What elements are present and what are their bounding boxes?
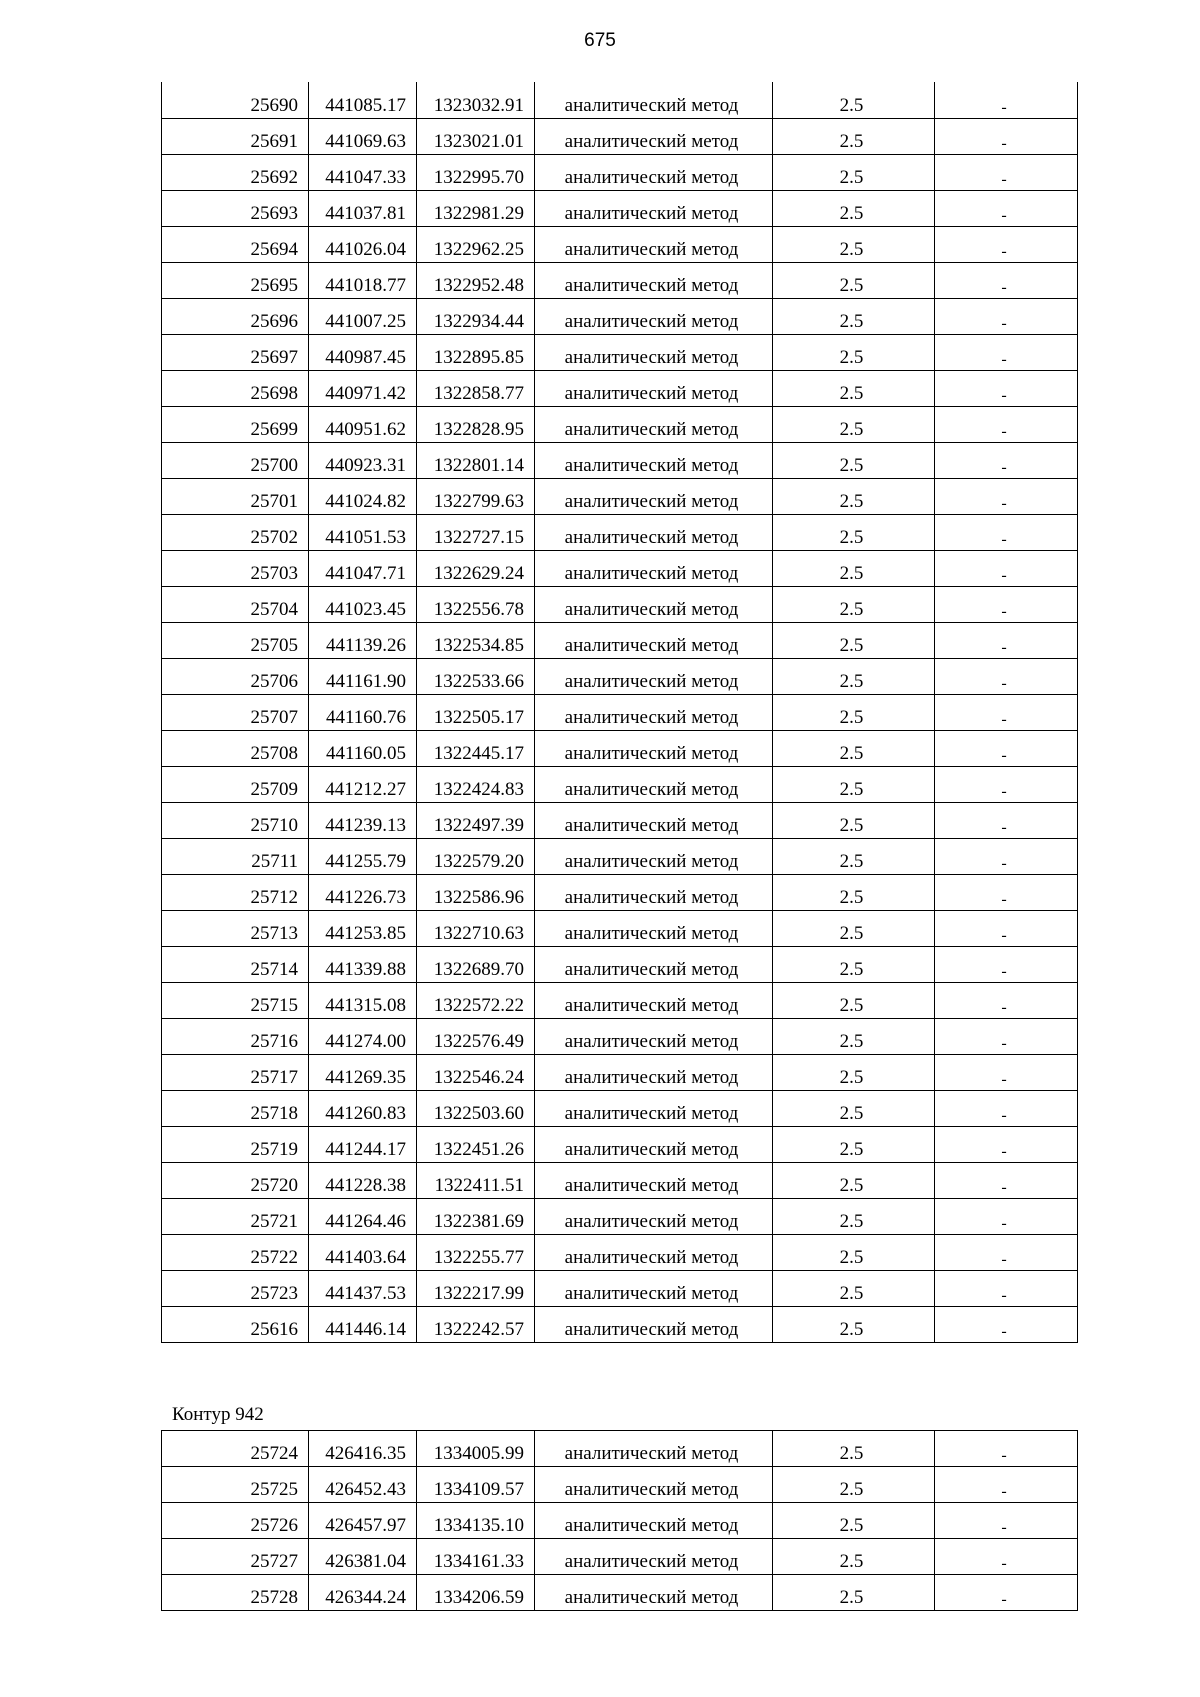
note-cell: - — [935, 1306, 1078, 1342]
accuracy-cell: 2.5 — [773, 586, 935, 622]
x-coordinate-cell: 441274.00 — [309, 1018, 417, 1054]
accuracy-cell: 2.5 — [773, 442, 935, 478]
x-coordinate-cell: 426457.97 — [309, 1503, 417, 1539]
point-number-cell: 25698 — [162, 370, 309, 406]
table-row — [162, 1090, 1078, 1126]
table-row — [162, 190, 1078, 226]
x-coordinate-cell: 441085.17 — [309, 82, 417, 118]
method-cell: аналитический метод — [535, 1503, 773, 1539]
x-coordinate-cell: 441160.76 — [309, 694, 417, 730]
note-cell: - — [935, 550, 1078, 586]
method-cell: аналитический метод — [535, 226, 773, 262]
method-cell: аналитический метод — [535, 586, 773, 622]
method-cell: аналитический метод — [535, 334, 773, 370]
point-number-cell: 25704 — [162, 586, 309, 622]
x-coordinate-cell: 441018.77 — [309, 262, 417, 298]
accuracy-cell: 2.5 — [773, 1467, 935, 1503]
y-coordinate-cell: 1334206.59 — [417, 1575, 535, 1611]
note-cell: - — [935, 1467, 1078, 1503]
y-coordinate-cell: 1322533.66 — [417, 658, 535, 694]
table-row — [162, 982, 1078, 1018]
point-number-cell: 25692 — [162, 154, 309, 190]
x-coordinate-cell: 441051.53 — [309, 514, 417, 550]
accuracy-cell: 2.5 — [773, 370, 935, 406]
method-cell: аналитический метод — [535, 1539, 773, 1575]
accuracy-cell: 2.5 — [773, 1126, 935, 1162]
method-cell: аналитический метод — [535, 1270, 773, 1306]
y-coordinate-cell: 1334109.57 — [417, 1467, 535, 1503]
note-cell: - — [935, 622, 1078, 658]
method-cell: аналитический метод — [535, 802, 773, 838]
y-coordinate-cell: 1322534.85 — [417, 622, 535, 658]
point-number-cell: 25690 — [162, 82, 309, 118]
table-row — [162, 334, 1078, 370]
table-row — [162, 118, 1078, 154]
method-cell: аналитический метод — [535, 1234, 773, 1270]
x-coordinate-cell: 441024.82 — [309, 478, 417, 514]
y-coordinate-cell: 1322799.63 — [417, 478, 535, 514]
accuracy-cell: 2.5 — [773, 982, 935, 1018]
table-row — [162, 694, 1078, 730]
point-number-cell: 25712 — [162, 874, 309, 910]
x-coordinate-cell: 441269.35 — [309, 1054, 417, 1090]
note-cell: - — [935, 298, 1078, 334]
y-coordinate-cell: 1322572.22 — [417, 982, 535, 1018]
table-row — [162, 658, 1078, 694]
table-row — [162, 874, 1078, 910]
note-cell: - — [935, 442, 1078, 478]
accuracy-cell: 2.5 — [773, 118, 935, 154]
note-cell: - — [935, 874, 1078, 910]
note-cell: - — [935, 910, 1078, 946]
y-coordinate-cell: 1322727.15 — [417, 514, 535, 550]
note-cell: - — [935, 154, 1078, 190]
note-cell: - — [935, 1090, 1078, 1126]
table-row — [162, 802, 1078, 838]
method-cell: аналитический метод — [535, 1126, 773, 1162]
y-coordinate-cell: 1334161.33 — [417, 1539, 535, 1575]
method-cell: аналитический метод — [535, 1198, 773, 1234]
table-row — [162, 1198, 1078, 1234]
y-coordinate-cell: 1322952.48 — [417, 262, 535, 298]
method-cell: аналитический метод — [535, 1575, 773, 1611]
point-number-cell: 25714 — [162, 946, 309, 982]
table-row — [162, 838, 1078, 874]
accuracy-cell: 2.5 — [773, 190, 935, 226]
accuracy-cell: 2.5 — [773, 1090, 935, 1126]
accuracy-cell: 2.5 — [773, 622, 935, 658]
method-cell: аналитический метод — [535, 1018, 773, 1054]
accuracy-cell: 2.5 — [773, 82, 935, 118]
table-row — [162, 550, 1078, 586]
accuracy-cell: 2.5 — [773, 658, 935, 694]
accuracy-cell: 2.5 — [773, 262, 935, 298]
table-row — [162, 478, 1078, 514]
accuracy-cell: 2.5 — [773, 514, 935, 550]
note-cell: - — [935, 1431, 1078, 1467]
point-number-cell: 25710 — [162, 802, 309, 838]
x-coordinate-cell: 441315.08 — [309, 982, 417, 1018]
note-cell: - — [935, 262, 1078, 298]
y-coordinate-cell: 1322962.25 — [417, 226, 535, 262]
table-row — [162, 730, 1078, 766]
y-coordinate-cell: 1322505.17 — [417, 694, 535, 730]
note-cell: - — [935, 982, 1078, 1018]
x-coordinate-cell: 441264.46 — [309, 1198, 417, 1234]
method-cell: аналитический метод — [535, 694, 773, 730]
table-row — [162, 406, 1078, 442]
table-row — [162, 226, 1078, 262]
method-cell: аналитический метод — [535, 514, 773, 550]
note-cell: - — [935, 1234, 1078, 1270]
table-row — [162, 298, 1078, 334]
method-cell: аналитический метод — [535, 658, 773, 694]
table-row — [162, 586, 1078, 622]
y-coordinate-cell: 1322242.57 — [417, 1306, 535, 1342]
note-cell: - — [935, 1162, 1078, 1198]
point-number-cell: 25722 — [162, 1234, 309, 1270]
method-cell: аналитический метод — [535, 1431, 773, 1467]
accuracy-cell: 2.5 — [773, 910, 935, 946]
y-coordinate-cell: 1322689.70 — [417, 946, 535, 982]
x-coordinate-cell: 441212.27 — [309, 766, 417, 802]
x-coordinate-cell: 441047.71 — [309, 550, 417, 586]
y-coordinate-cell: 1334135.10 — [417, 1503, 535, 1539]
y-coordinate-cell: 1322934.44 — [417, 298, 535, 334]
accuracy-cell: 2.5 — [773, 1018, 935, 1054]
accuracy-cell: 2.5 — [773, 406, 935, 442]
y-coordinate-cell: 1322981.29 — [417, 190, 535, 226]
note-cell: - — [935, 730, 1078, 766]
method-cell: аналитический метод — [535, 1090, 773, 1126]
table-row — [162, 1126, 1078, 1162]
x-coordinate-cell: 441037.81 — [309, 190, 417, 226]
x-coordinate-cell: 440987.45 — [309, 334, 417, 370]
y-coordinate-cell: 1323021.01 — [417, 118, 535, 154]
accuracy-cell: 2.5 — [773, 1270, 935, 1306]
method-cell: аналитический метод — [535, 442, 773, 478]
method-cell: аналитический метод — [535, 1467, 773, 1503]
x-coordinate-cell: 441026.04 — [309, 226, 417, 262]
table-row — [162, 1054, 1078, 1090]
method-cell: аналитический метод — [535, 1162, 773, 1198]
accuracy-cell: 2.5 — [773, 838, 935, 874]
point-number-cell: 25699 — [162, 406, 309, 442]
accuracy-cell: 2.5 — [773, 802, 935, 838]
y-coordinate-cell: 1322556.78 — [417, 586, 535, 622]
method-cell: аналитический метод — [535, 946, 773, 982]
x-coordinate-cell: 441007.25 — [309, 298, 417, 334]
note-cell: - — [935, 1198, 1078, 1234]
x-coordinate-cell: 441253.85 — [309, 910, 417, 946]
note-cell: - — [935, 334, 1078, 370]
x-coordinate-cell: 441226.73 — [309, 874, 417, 910]
accuracy-cell: 2.5 — [773, 1575, 935, 1611]
x-coordinate-cell: 441446.14 — [309, 1306, 417, 1342]
point-number-cell: 25709 — [162, 766, 309, 802]
point-number-cell: 25718 — [162, 1090, 309, 1126]
accuracy-cell: 2.5 — [773, 1198, 935, 1234]
accuracy-cell: 2.5 — [773, 1054, 935, 1090]
x-coordinate-cell: 440923.31 — [309, 442, 417, 478]
y-coordinate-cell: 1322381.69 — [417, 1198, 535, 1234]
method-cell: аналитический метод — [535, 478, 773, 514]
method-cell: аналитический метод — [535, 622, 773, 658]
x-coordinate-cell: 426344.24 — [309, 1575, 417, 1611]
note-cell: - — [935, 1054, 1078, 1090]
y-coordinate-cell: 1322497.39 — [417, 802, 535, 838]
x-coordinate-cell: 426416.35 — [309, 1431, 417, 1467]
note-cell: - — [935, 1270, 1078, 1306]
accuracy-cell: 2.5 — [773, 1306, 935, 1342]
y-coordinate-cell: 1322445.17 — [417, 730, 535, 766]
table-row — [162, 370, 1078, 406]
x-coordinate-cell: 441403.64 — [309, 1234, 417, 1270]
y-coordinate-cell: 1322451.26 — [417, 1126, 535, 1162]
point-number-cell: 25695 — [162, 262, 309, 298]
point-number-cell: 25693 — [162, 190, 309, 226]
table-row — [162, 154, 1078, 190]
point-number-cell: 25706 — [162, 658, 309, 694]
x-coordinate-cell: 426452.43 — [309, 1467, 417, 1503]
method-cell: аналитический метод — [535, 298, 773, 334]
note-cell: - — [935, 370, 1078, 406]
point-number-cell: 25696 — [162, 298, 309, 334]
method-cell: аналитический метод — [535, 730, 773, 766]
y-coordinate-cell: 1322546.24 — [417, 1054, 535, 1090]
point-number-cell: 25721 — [162, 1198, 309, 1234]
point-number-cell: 25691 — [162, 118, 309, 154]
method-cell: аналитический метод — [535, 910, 773, 946]
x-coordinate-cell: 441228.38 — [309, 1162, 417, 1198]
x-coordinate-cell: 441255.79 — [309, 838, 417, 874]
table-row — [162, 262, 1078, 298]
y-coordinate-cell: 1322503.60 — [417, 1090, 535, 1126]
method-cell: аналитический метод — [535, 82, 773, 118]
accuracy-cell: 2.5 — [773, 1162, 935, 1198]
table-row — [162, 1018, 1078, 1054]
accuracy-cell: 2.5 — [773, 550, 935, 586]
x-coordinate-cell: 426381.04 — [309, 1539, 417, 1575]
note-cell: - — [935, 226, 1078, 262]
point-number-cell: 25616 — [162, 1306, 309, 1342]
note-cell: - — [935, 1539, 1078, 1575]
table-row — [162, 766, 1078, 802]
method-cell: аналитический метод — [535, 406, 773, 442]
method-cell: аналитический метод — [535, 766, 773, 802]
point-number-cell: 25711 — [162, 838, 309, 874]
point-number-cell: 25719 — [162, 1126, 309, 1162]
point-number-cell: 25728 — [162, 1575, 309, 1611]
accuracy-cell: 2.5 — [773, 334, 935, 370]
note-cell: - — [935, 694, 1078, 730]
table-row — [162, 1539, 1078, 1575]
note-cell: - — [935, 1126, 1078, 1162]
y-coordinate-cell: 1322255.77 — [417, 1234, 535, 1270]
table-row — [162, 82, 1078, 118]
table-row — [162, 622, 1078, 658]
y-coordinate-cell: 1322576.49 — [417, 1018, 535, 1054]
x-coordinate-cell: 441023.45 — [309, 586, 417, 622]
point-number-cell: 25708 — [162, 730, 309, 766]
point-number-cell: 25702 — [162, 514, 309, 550]
point-number-cell: 25703 — [162, 550, 309, 586]
accuracy-cell: 2.5 — [773, 730, 935, 766]
point-number-cell: 25727 — [162, 1539, 309, 1575]
accuracy-cell: 2.5 — [773, 694, 935, 730]
accuracy-cell: 2.5 — [773, 1503, 935, 1539]
note-cell: - — [935, 658, 1078, 694]
accuracy-cell: 2.5 — [773, 478, 935, 514]
note-cell: - — [935, 802, 1078, 838]
y-coordinate-cell: 1322586.96 — [417, 874, 535, 910]
point-number-cell: 25725 — [162, 1467, 309, 1503]
y-coordinate-cell: 1322579.20 — [417, 838, 535, 874]
contour-label: Контур 942 — [172, 1404, 264, 1425]
point-number-cell: 25723 — [162, 1270, 309, 1306]
method-cell: аналитический метод — [535, 154, 773, 190]
table-row — [162, 910, 1078, 946]
x-coordinate-cell: 441244.17 — [309, 1126, 417, 1162]
point-number-cell: 25701 — [162, 478, 309, 514]
method-cell: аналитический метод — [535, 838, 773, 874]
y-coordinate-cell: 1322895.85 — [417, 334, 535, 370]
note-cell: - — [935, 766, 1078, 802]
note-cell: - — [935, 1503, 1078, 1539]
x-coordinate-cell: 441139.26 — [309, 622, 417, 658]
x-coordinate-cell: 441239.13 — [309, 802, 417, 838]
method-cell: аналитический метод — [535, 118, 773, 154]
x-coordinate-cell: 441069.63 — [309, 118, 417, 154]
coordinates-table-1 — [161, 82, 1078, 1343]
table-row — [162, 1306, 1078, 1342]
table-row — [162, 1503, 1078, 1539]
y-coordinate-cell: 1322629.24 — [417, 550, 535, 586]
note-cell: - — [935, 946, 1078, 982]
y-coordinate-cell: 1322710.63 — [417, 910, 535, 946]
table-row — [162, 1162, 1078, 1198]
x-coordinate-cell: 441047.33 — [309, 154, 417, 190]
y-coordinate-cell: 1322217.99 — [417, 1270, 535, 1306]
coordinates-table-2 — [161, 1430, 1078, 1611]
table-row — [162, 1467, 1078, 1503]
y-coordinate-cell: 1334005.99 — [417, 1431, 535, 1467]
method-cell: аналитический метод — [535, 262, 773, 298]
note-cell: - — [935, 1575, 1078, 1611]
x-coordinate-cell: 441437.53 — [309, 1270, 417, 1306]
y-coordinate-cell: 1322801.14 — [417, 442, 535, 478]
note-cell: - — [935, 118, 1078, 154]
note-cell: - — [935, 478, 1078, 514]
table-row — [162, 442, 1078, 478]
x-coordinate-cell: 441160.05 — [309, 730, 417, 766]
note-cell: - — [935, 586, 1078, 622]
note-cell: - — [935, 1018, 1078, 1054]
method-cell: аналитический метод — [535, 1054, 773, 1090]
method-cell: аналитический метод — [535, 982, 773, 1018]
note-cell: - — [935, 514, 1078, 550]
y-coordinate-cell: 1322828.95 — [417, 406, 535, 442]
accuracy-cell: 2.5 — [773, 874, 935, 910]
point-number-cell: 25700 — [162, 442, 309, 478]
accuracy-cell: 2.5 — [773, 766, 935, 802]
accuracy-cell: 2.5 — [773, 1234, 935, 1270]
point-number-cell: 25713 — [162, 910, 309, 946]
note-cell: - — [935, 190, 1078, 226]
x-coordinate-cell: 441260.83 — [309, 1090, 417, 1126]
table-row — [162, 1234, 1078, 1270]
accuracy-cell: 2.5 — [773, 946, 935, 982]
point-number-cell: 25726 — [162, 1503, 309, 1539]
table-row — [162, 1431, 1078, 1467]
y-coordinate-cell: 1322424.83 — [417, 766, 535, 802]
point-number-cell: 25715 — [162, 982, 309, 1018]
y-coordinate-cell: 1322858.77 — [417, 370, 535, 406]
accuracy-cell: 2.5 — [773, 154, 935, 190]
point-number-cell: 25717 — [162, 1054, 309, 1090]
accuracy-cell: 2.5 — [773, 1431, 935, 1467]
x-coordinate-cell: 440951.62 — [309, 406, 417, 442]
x-coordinate-cell: 440971.42 — [309, 370, 417, 406]
note-cell: - — [935, 82, 1078, 118]
page-number: 675 — [584, 30, 616, 51]
table-row — [162, 1270, 1078, 1306]
table-row — [162, 946, 1078, 982]
y-coordinate-cell: 1322995.70 — [417, 154, 535, 190]
point-number-cell: 25724 — [162, 1431, 309, 1467]
method-cell: аналитический метод — [535, 1306, 773, 1342]
accuracy-cell: 2.5 — [773, 226, 935, 262]
point-number-cell: 25720 — [162, 1162, 309, 1198]
point-number-cell: 25707 — [162, 694, 309, 730]
x-coordinate-cell: 441339.88 — [309, 946, 417, 982]
note-cell: - — [935, 838, 1078, 874]
point-number-cell: 25694 — [162, 226, 309, 262]
point-number-cell: 25705 — [162, 622, 309, 658]
x-coordinate-cell: 441161.90 — [309, 658, 417, 694]
point-number-cell: 25697 — [162, 334, 309, 370]
point-number-cell: 25716 — [162, 1018, 309, 1054]
method-cell: аналитический метод — [535, 370, 773, 406]
method-cell: аналитический метод — [535, 190, 773, 226]
table-row — [162, 514, 1078, 550]
method-cell: аналитический метод — [535, 874, 773, 910]
accuracy-cell: 2.5 — [773, 1539, 935, 1575]
note-cell: - — [935, 406, 1078, 442]
method-cell: аналитический метод — [535, 550, 773, 586]
y-coordinate-cell: 1322411.51 — [417, 1162, 535, 1198]
table-row — [162, 1575, 1078, 1611]
accuracy-cell: 2.5 — [773, 298, 935, 334]
y-coordinate-cell: 1323032.91 — [417, 82, 535, 118]
